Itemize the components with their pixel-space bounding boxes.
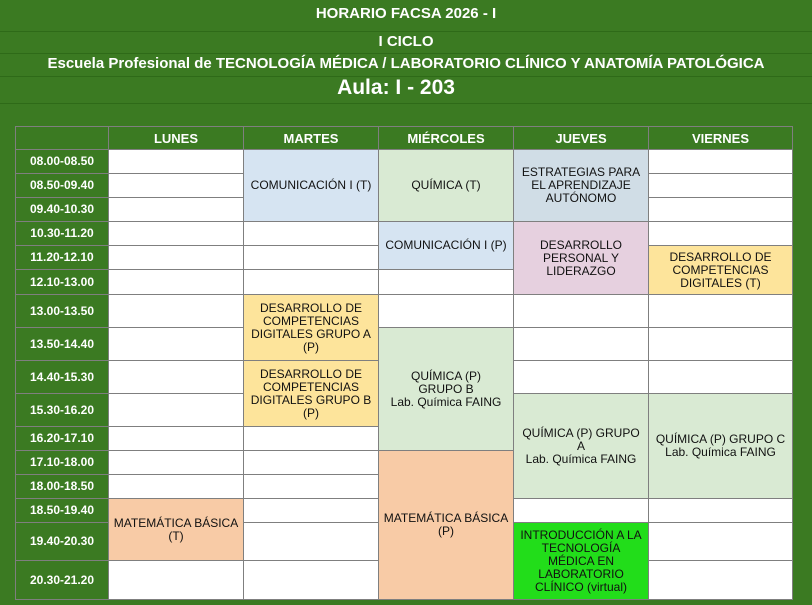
empty-cell bbox=[648, 360, 793, 394]
course-block-quimica-t[interactable]: QUÍMICA (T) bbox=[378, 149, 514, 222]
time-slot: 19.40-20.30 bbox=[15, 522, 109, 561]
course-block-estrategias[interactable]: ESTRATEGIAS PARA EL APRENDIZAJE AUTÓNOMO bbox=[513, 149, 649, 222]
empty-cell bbox=[648, 173, 793, 198]
course-block-quimica-grupo-c[interactable]: QUÍMICA (P) GRUPO C Lab. Química FAING bbox=[648, 393, 793, 499]
empty-cell bbox=[648, 327, 793, 361]
empty-cell bbox=[108, 149, 244, 174]
course-block-matematica-basica-t[interactable]: MATEMÁTICA BÁSICA (T) bbox=[108, 498, 244, 561]
course-block-quimica-grupo-b[interactable]: QUÍMICA (P) GRUPO B Lab. Química FAING bbox=[378, 327, 514, 451]
empty-cell bbox=[648, 522, 793, 561]
empty-cell bbox=[108, 221, 244, 246]
empty-cell bbox=[648, 221, 793, 246]
course-block-desarrollo-personal[interactable]: DESARROLLO PERSONAL Y LIDERAZGO bbox=[513, 221, 649, 295]
day-header-miercoles: MIÉRCOLES bbox=[378, 126, 514, 150]
empty-cell bbox=[108, 450, 244, 475]
empty-cell bbox=[648, 294, 793, 328]
empty-cell bbox=[243, 221, 379, 246]
empty-cell bbox=[108, 294, 244, 328]
time-slot: 18.50-19.40 bbox=[15, 498, 109, 523]
empty-cell bbox=[378, 269, 514, 295]
time-slot: 14.40-15.30 bbox=[15, 360, 109, 394]
day-header-viernes: VIERNES bbox=[648, 126, 793, 150]
empty-cell bbox=[108, 426, 244, 451]
day-header-jueves: JUEVES bbox=[513, 126, 649, 150]
corner-cell bbox=[15, 126, 109, 150]
course-block-matematica-basica-p[interactable]: MATEMÁTICA BÁSICA (P) bbox=[378, 450, 514, 600]
time-slot: 13.50-14.40 bbox=[15, 327, 109, 361]
empty-cell bbox=[648, 149, 793, 174]
empty-cell bbox=[108, 474, 244, 499]
empty-cell bbox=[108, 269, 244, 295]
time-slot: 13.00-13.50 bbox=[15, 294, 109, 328]
empty-cell bbox=[243, 560, 379, 600]
empty-cell bbox=[243, 498, 379, 523]
empty-cell bbox=[108, 560, 244, 600]
empty-cell bbox=[243, 245, 379, 270]
empty-cell bbox=[378, 294, 514, 328]
course-block-introduccion-virtual[interactable]: INTRODUCCIÓN A LA TECNOLOGÍA MÉDICA EN LABORATORIO CLÍNICO (virtual) bbox=[513, 522, 649, 600]
cycle-label: I CICLO bbox=[378, 33, 434, 50]
empty-cell bbox=[513, 498, 649, 523]
time-slot: 09.40-10.30 bbox=[15, 197, 109, 222]
empty-cell bbox=[243, 474, 379, 499]
empty-cell bbox=[648, 560, 793, 600]
time-slot: 08.00-08.50 bbox=[15, 149, 109, 174]
empty-cell bbox=[513, 327, 649, 361]
time-slot: 10.30-11.20 bbox=[15, 221, 109, 246]
time-slot: 08.50-09.40 bbox=[15, 173, 109, 198]
empty-cell bbox=[108, 197, 244, 222]
time-slot: 11.20-12.10 bbox=[15, 245, 109, 270]
empty-cell bbox=[243, 269, 379, 295]
day-header-lunes: LUNES bbox=[108, 126, 244, 150]
classroom-label: Aula: I - 203 bbox=[337, 76, 455, 99]
time-slot: 12.10-13.00 bbox=[15, 269, 109, 295]
course-block-desarrollo-digitales-b[interactable]: DESARROLLO DE COMPETENCIAS DIGITALES GRUPO B (P) bbox=[243, 360, 379, 427]
empty-cell bbox=[513, 294, 649, 328]
school-name: Escuela Profesional de TECNOLOGÍA MÉDICA / LABORATORIO CLÍNICO Y ANATOMÍA PATOLÓGICA bbox=[47, 55, 765, 72]
time-slot: 15.30-16.20 bbox=[15, 393, 109, 427]
course-block-desarrollo-digitales-t[interactable]: DESARROLLO DE COMPETENCIAS DIGITALES (T) bbox=[648, 245, 793, 295]
time-slot: 18.00-18.50 bbox=[15, 474, 109, 499]
empty-cell bbox=[648, 498, 793, 523]
empty-cell bbox=[243, 450, 379, 475]
empty-cell bbox=[513, 360, 649, 394]
time-slot: 17.10-18.00 bbox=[15, 450, 109, 475]
day-header-martes: MARTES bbox=[243, 126, 379, 150]
schedule-title: HORARIO FACSA 2026 - I bbox=[315, 5, 497, 22]
course-block-comunicacion-p[interactable]: COMUNICACIÓN I (P) bbox=[378, 221, 514, 270]
time-slot: 16.20-17.10 bbox=[15, 426, 109, 451]
time-slot: 20.30-21.20 bbox=[15, 560, 109, 600]
schedule-grid bbox=[15, 126, 793, 600]
empty-cell bbox=[108, 360, 244, 394]
empty-cell bbox=[108, 393, 244, 427]
empty-cell bbox=[243, 522, 379, 561]
empty-cell bbox=[108, 245, 244, 270]
course-block-quimica-grupo-a[interactable]: QUÍMICA (P) GRUPO A Lab. Química FAING bbox=[513, 393, 649, 499]
course-block-desarrollo-digitales-a[interactable]: DESARROLLO DE COMPETENCIAS DIGITALES GRUPO A (P) bbox=[243, 294, 379, 361]
empty-cell bbox=[108, 173, 244, 198]
empty-cell bbox=[243, 426, 379, 451]
empty-cell bbox=[648, 197, 793, 222]
course-block-comunicacion-t[interactable]: COMUNICACIÓN I (T) bbox=[243, 149, 379, 222]
empty-cell bbox=[108, 327, 244, 361]
